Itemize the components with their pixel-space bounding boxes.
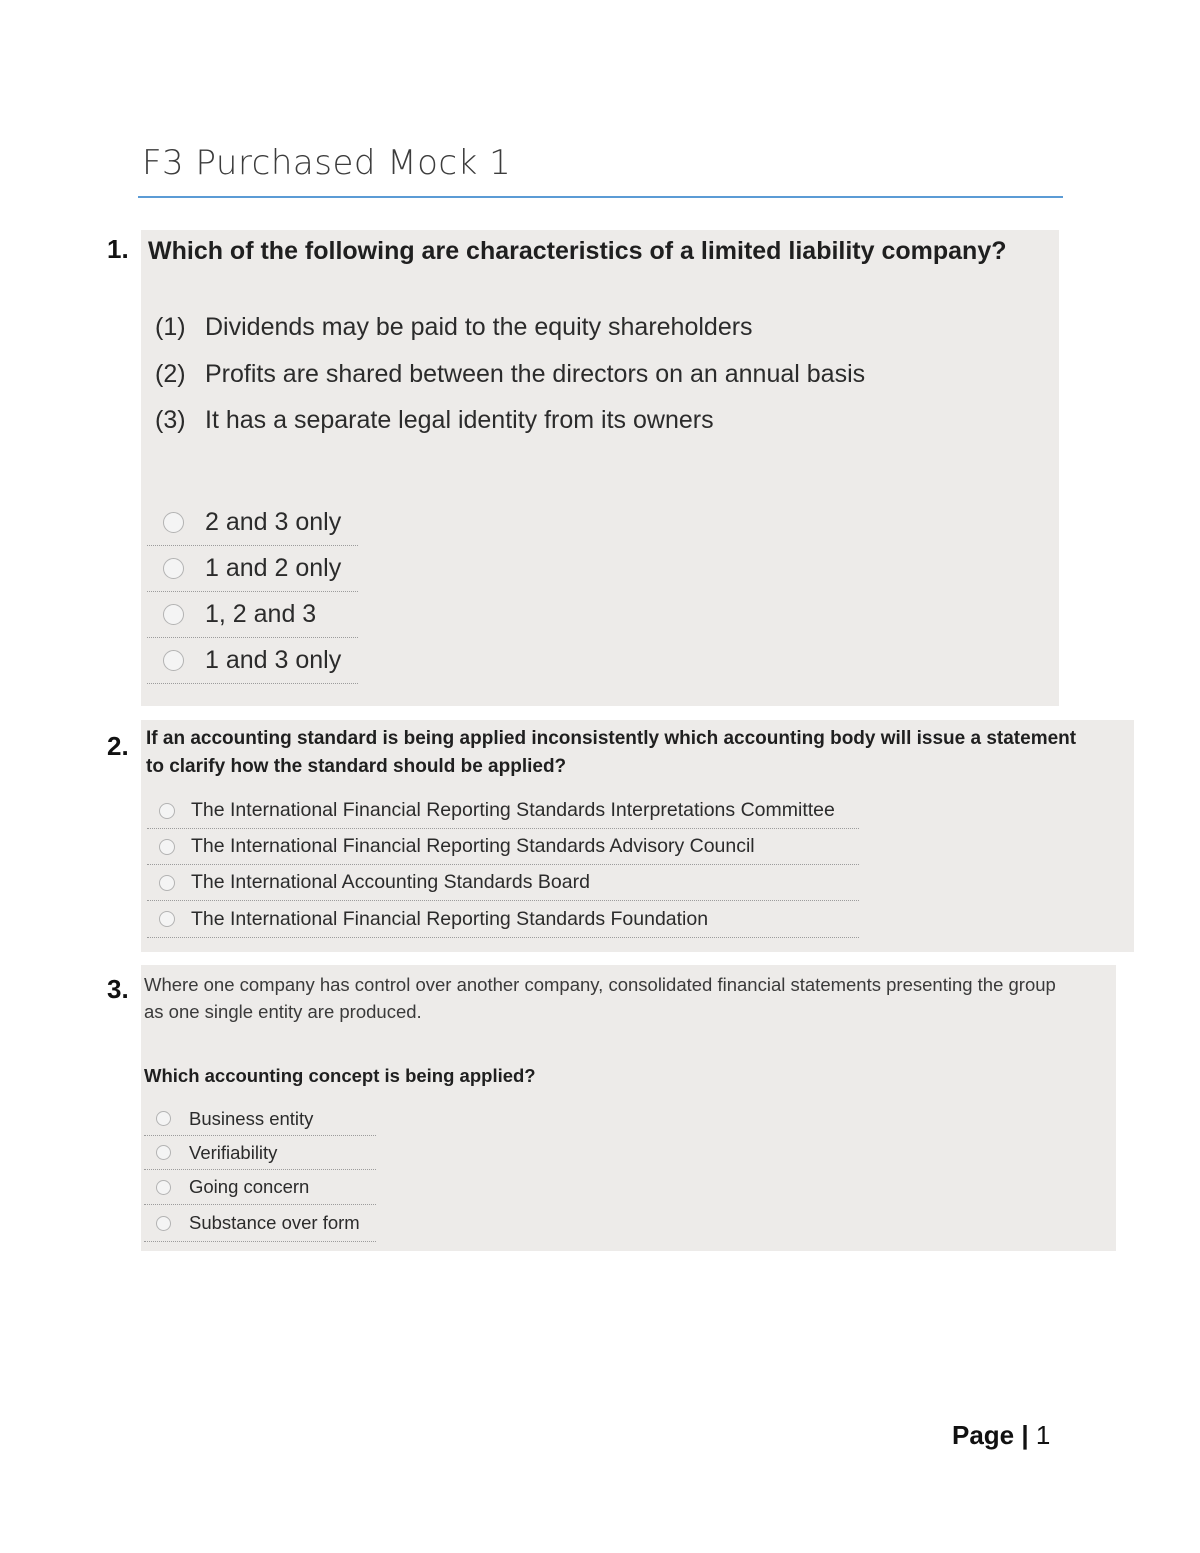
page-number: 1	[1035, 1420, 1051, 1450]
question-2-number: 2.	[107, 731, 129, 761]
question-2-text	[146, 725, 1076, 781]
q2-option-2-label: The International Financial Reporting Standards Advisory Council	[191, 835, 755, 857]
q3-option-1[interactable]	[144, 1102, 376, 1136]
radio-button-icon[interactable]	[163, 558, 184, 579]
q3-option-4-label: Substance over form	[189, 1212, 360, 1233]
question-2-line-1: If an accounting standard is being applied inconsistently which accounting body will issue a statement	[146, 728, 1077, 749]
q1-option-2-label: 1 and 2 only	[205, 554, 342, 582]
page-label: Page	[952, 1420, 1015, 1450]
q2-option-4[interactable]	[147, 901, 859, 938]
question-3-scenario	[144, 971, 1056, 1025]
question-1-panel	[141, 230, 1059, 706]
statement-2	[155, 360, 865, 389]
radio-button-icon[interactable]	[156, 1111, 171, 1126]
q1-option-3[interactable]	[147, 592, 358, 638]
statement-1-text: Dividends may be paid to the equity shareholders	[205, 313, 753, 341]
q2-option-1[interactable]	[147, 793, 859, 829]
statement-3	[155, 406, 714, 435]
q3-option-4[interactable]	[144, 1205, 376, 1242]
q3-option-3-label: Going concern	[189, 1176, 310, 1197]
q3-option-2[interactable]	[144, 1136, 376, 1170]
q2-option-3[interactable]	[147, 865, 859, 901]
q1-option-3-label: 1, 2 and 3	[205, 600, 317, 628]
q2-option-2[interactable]	[147, 829, 859, 865]
statement-3-text: It has a separate legal identity from its owners	[205, 406, 714, 434]
q1-option-1-label: 2 and 3 only	[205, 508, 342, 536]
radio-button-icon[interactable]	[156, 1180, 171, 1195]
title-underline	[138, 196, 1063, 198]
question-3-scenario-line-1: Where one company has control over another company, consolidated financial statements presenting the group	[144, 974, 1056, 995]
q3-option-1-label: Business entity	[189, 1107, 314, 1129]
question-1-text: Which of the following are characteristics of a limited liability company?	[148, 237, 1007, 265]
radio-button-icon[interactable]	[159, 911, 175, 927]
statement-1	[155, 313, 753, 342]
question-3-number: 3.	[107, 974, 129, 1004]
radio-button-icon[interactable]	[163, 512, 184, 533]
q1-option-4-label: 1 and 3 only	[205, 646, 342, 674]
document-title: F3 Purchased Mock 1	[142, 143, 512, 183]
question-3-scenario-line-2: as one single entity are produced.	[144, 1001, 422, 1022]
q3-option-3[interactable]	[144, 1170, 376, 1205]
question-1-number: 1.	[107, 234, 129, 264]
question-3-text: Which accounting concept is being applied?	[144, 1065, 536, 1086]
page-separator: |	[1021, 1420, 1029, 1450]
q2-option-1-label: The International Financial Reporting Standards Interpretations Committee	[191, 799, 835, 821]
statement-2-text: Profits are shared between the directors on an annual basis	[205, 360, 866, 388]
question-3-panel	[141, 965, 1116, 1251]
radio-button-icon[interactable]	[163, 604, 184, 625]
question-2-panel	[141, 720, 1134, 952]
q1-option-2[interactable]	[147, 546, 358, 592]
radio-button-icon[interactable]	[156, 1216, 171, 1231]
statement-2-number: (2)	[155, 360, 186, 388]
statement-1-number: (1)	[155, 313, 186, 341]
radio-button-icon[interactable]	[159, 839, 175, 855]
radio-button-icon[interactable]	[159, 803, 175, 819]
page-footer	[952, 1420, 1050, 1451]
q1-option-4[interactable]	[147, 638, 358, 684]
statement-3-number: (3)	[155, 406, 186, 434]
radio-button-icon[interactable]	[156, 1145, 171, 1160]
q3-option-2-label: Verifiability	[189, 1141, 278, 1163]
q2-option-4-label: The International Financial Reporting Standards Foundation	[191, 907, 709, 930]
radio-button-icon[interactable]	[159, 875, 175, 891]
radio-button-icon[interactable]	[163, 650, 184, 671]
q1-option-1[interactable]	[147, 500, 358, 546]
q2-option-3-label: The International Accounting Standards Board	[191, 871, 590, 893]
question-2-line-2: to clarify how the standard should be applied?	[146, 756, 567, 777]
